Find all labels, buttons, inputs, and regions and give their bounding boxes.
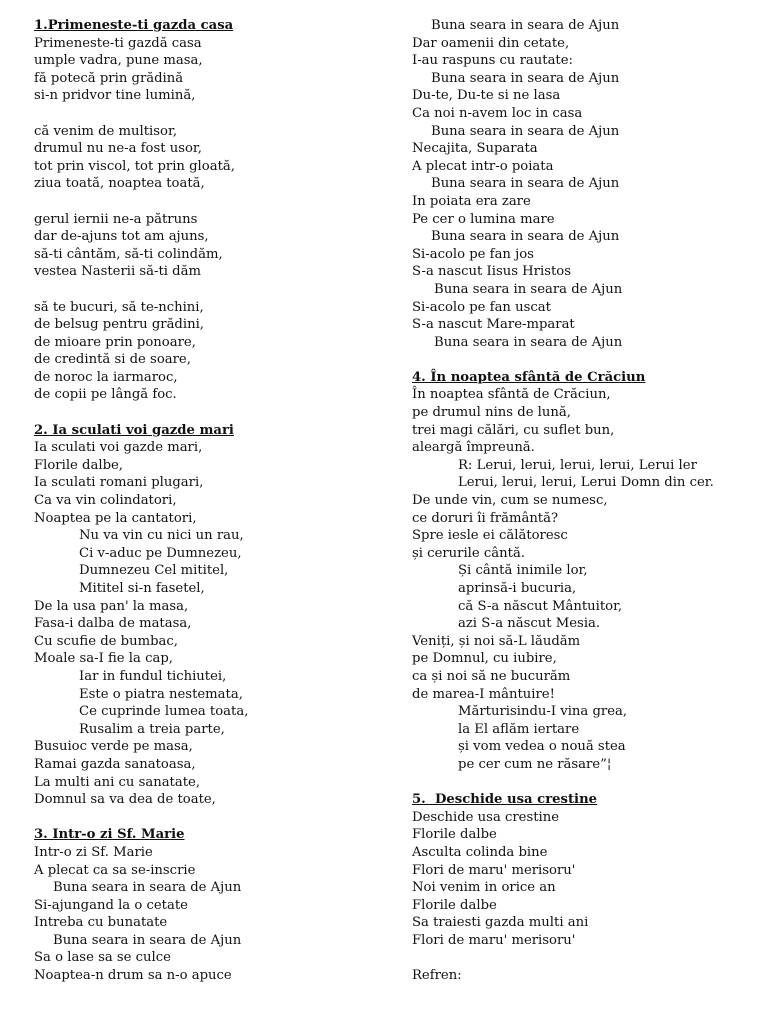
lyric-line: să te bucuri, să te-nchini,	[34, 299, 204, 315]
lyric-line: ca și noi să ne bucurăm	[412, 668, 571, 684]
lyric-line: Noaptea-n drum sa n-o apuce	[34, 968, 232, 984]
lyric-line: de marea-I mântuire!	[412, 686, 555, 702]
lyric-line: R: Lerui, lerui, lerui, lerui, Lerui ler	[458, 457, 697, 473]
song-title: 1.Primeneste-ti gazda casa	[34, 18, 234, 33]
lyric-line: Intreba cu bunatate	[34, 915, 168, 931]
song-title: 4. În noaptea sfântă de Crăciun	[412, 369, 646, 385]
lyric-line: drumul nu ne-a fost usor,	[34, 141, 202, 157]
lyric-line: Buna seara in seara de Ajun	[434, 334, 623, 350]
lyric-line: Rusalim a treia parte,	[79, 721, 225, 737]
lyric-line: si-n pridvor tine lumină,	[34, 88, 196, 104]
lyric-line: Du-te, Du-te si ne lasa	[412, 88, 561, 104]
lyric-line: Ce cuprinde lumea toata,	[79, 704, 249, 720]
lyric-line: În noaptea sfântă de Crăciun,	[412, 387, 611, 403]
lyric-line: de copii pe lângă foc.	[34, 387, 177, 403]
lyric-line: tot prin viscol, tot prin gloată,	[34, 158, 235, 174]
lyric-line: aleargă împreună.	[412, 440, 535, 456]
lyric-line: trei magi călări, cu suflet bun,	[412, 422, 615, 438]
lyric-line: ce doruri îi frământă?	[412, 510, 559, 526]
right-column	[412, 17, 757, 985]
lyric-line: S-a nascut Mare-mparat	[412, 317, 575, 333]
lyric-line: I-au raspuns cu rautate:	[412, 53, 573, 69]
lyric-line: Buna seara in seara de Ajun	[53, 932, 242, 948]
lyric-line: Necajita, Suparata	[412, 141, 538, 157]
lyric-line: Noaptea pe la cantatori,	[34, 510, 197, 526]
lyric-line: Flori de maru' merisoru'	[412, 862, 576, 878]
lyric-line: Florile dalbe	[412, 897, 497, 913]
lyric-line: și cerurile cântă.	[412, 545, 525, 561]
lyric-line: Flori de maru' merisoru'	[412, 932, 576, 948]
lyric-line: Florile dalbe,	[34, 457, 124, 473]
section-gap	[34, 404, 384, 422]
lyric-line: de noroc la iarmaroc,	[34, 369, 178, 385]
lyric-line: Ramai gazda sanatoasa,	[34, 756, 196, 772]
stanza-break	[34, 193, 384, 211]
lyric-line: De la usa pan' la masa,	[34, 598, 189, 614]
lyric-line: Buna seara in seara de Ajun	[431, 229, 620, 245]
lyric-line: Ca noi n-avem loc in casa	[412, 105, 583, 121]
lyric-line: și vom vedea o nouă stea	[458, 739, 626, 755]
lyric-line: A plecat ca sa se-inscrie	[34, 862, 196, 878]
lyric-line: umple vadra, pune masa,	[34, 53, 203, 69]
lyric-line: In poiata era zare	[412, 193, 531, 209]
lyric-line: Mititel si-n fasetel,	[79, 581, 205, 596]
lyric-line: Si-ajungand la o cetate	[34, 897, 188, 913]
lyric-line: Este o piatra nestemata,	[79, 686, 243, 702]
lyric-line: vestea Nasterii să-ti dăm	[34, 264, 201, 280]
lyric-line: Dar oamenii din cetate,	[412, 35, 570, 51]
section-gap	[34, 809, 384, 827]
lyric-line: aprinsă-i bucuria,	[458, 581, 577, 596]
lyric-line: dar de-ajuns tot am ajuns,	[34, 229, 209, 245]
lyric-line: Noi venim in orice an	[412, 880, 556, 896]
lyric-line: Fasa-i dalba de matasa,	[34, 616, 192, 632]
song-title: 2. Ia sculati voi gazde mari	[34, 422, 234, 438]
lyric-line: că venim de multisor,	[34, 123, 178, 139]
lyric-line: Pe cer o lumina mare	[412, 211, 555, 227]
lyric-line: că S-a născut Mântuitor,	[458, 598, 623, 614]
lyric-line: Dumnezeu Cel mititel,	[79, 563, 229, 579]
stanza-break	[412, 949, 757, 967]
lyric-line: Buna seara in seara de Ajun	[434, 281, 623, 297]
lyric-line: azi S-a născut Mesia.	[458, 616, 601, 632]
stanza-break	[34, 105, 384, 123]
lyric-line: Nu va vin cu nici un rau,	[79, 528, 244, 544]
lyric-line: A plecat intr-o poiata	[412, 158, 554, 174]
lyric-line: S-a nascut Iisus Hristos	[412, 264, 571, 280]
song-title: 5. Deschide usa crestine	[412, 792, 598, 808]
lyric-line: Lerui, lerui, lerui, Lerui Domn din cer.	[458, 475, 714, 491]
lyric-line: Asculta colinda bine	[412, 844, 548, 860]
lyric-line: Iar in fundul tichiutei,	[79, 668, 227, 684]
lyric-line: la El aflăm iertare	[458, 721, 580, 737]
lyric-line: Buna seara in seara de Ajun	[431, 176, 620, 192]
lyric-line: Primeneste-ti gazdă casa	[34, 35, 202, 51]
lyric-line: Refren:	[412, 968, 462, 984]
lyric-line: Ia sculati romani plugari,	[34, 475, 204, 491]
lyric-line: Florile dalbe	[412, 827, 497, 843]
lyric-line: Cu scufie de bumbac,	[34, 633, 178, 649]
lyric-line: de credintă si de soare,	[34, 352, 191, 368]
lyric-line: Buna seara in seara de Ajun	[53, 880, 242, 896]
lyric-line: pe cer cum ne răsare”¦	[458, 756, 612, 772]
lyric-line: fă potecă prin grădină	[34, 70, 184, 86]
stanza-break	[34, 281, 384, 299]
lyric-line: pe drumul nins de lună,	[412, 405, 571, 421]
lyric-line: Sa o lase sa se culce	[34, 950, 171, 966]
lyric-line: La multi ani cu sanatate,	[34, 774, 201, 790]
lyric-line: Domnul sa va dea de toate,	[34, 792, 216, 808]
lyric-line: să-ti cântăm, să-ti colindăm,	[34, 246, 223, 262]
lyric-line: ziua toată, noaptea toată,	[34, 176, 205, 192]
lyric-line: De unde vin, cum se numesc,	[412, 493, 608, 509]
lyric-line: de belsug pentru grădini,	[34, 317, 204, 333]
lyric-line: Ia sculati voi gazde mari,	[34, 440, 203, 456]
section-gap	[412, 774, 757, 792]
left-column	[34, 17, 384, 985]
lyric-line: Și cântă inimile lor,	[458, 563, 588, 579]
lyric-line: Si-acolo pe fan jos	[412, 246, 534, 262]
lyric-line: Buna seara in seara de Ajun	[431, 70, 620, 86]
section-gap	[412, 351, 757, 369]
lyric-line: Intr-o zi Sf. Marie	[34, 844, 153, 860]
lyric-line: Busuioc verde pe masa,	[34, 739, 193, 755]
lyric-line: gerul iernii ne-a pătruns	[34, 211, 198, 227]
lyric-line: Deschide usa crestine	[412, 809, 560, 825]
lyric-line: pe Domnul, cu iubire,	[412, 651, 557, 667]
lyric-line: Moale sa-I fie la cap,	[34, 651, 173, 667]
lyric-line: Mărturisindu-I vina grea,	[458, 704, 628, 720]
lyric-line: Veniți, și noi să-L lăudăm	[412, 633, 581, 649]
lyric-line: Si-acolo pe fan uscat	[412, 299, 551, 315]
lyric-line: Buna seara in seara de Ajun	[431, 18, 620, 33]
lyric-line: Ca va vin colindatori,	[34, 493, 177, 509]
lyric-line: Buna seara in seara de Ajun	[431, 123, 620, 139]
song-title: 3. Intr-o zi Sf. Marie	[34, 827, 185, 843]
lyric-line: Sa traiesti gazda multi ani	[412, 915, 589, 931]
lyric-line: Spre iesle ei călătoresc	[412, 528, 568, 544]
lyric-line: Ci v-aduc pe Dumnezeu,	[79, 545, 242, 561]
lyric-line: de mioare prin ponoare,	[34, 334, 196, 350]
